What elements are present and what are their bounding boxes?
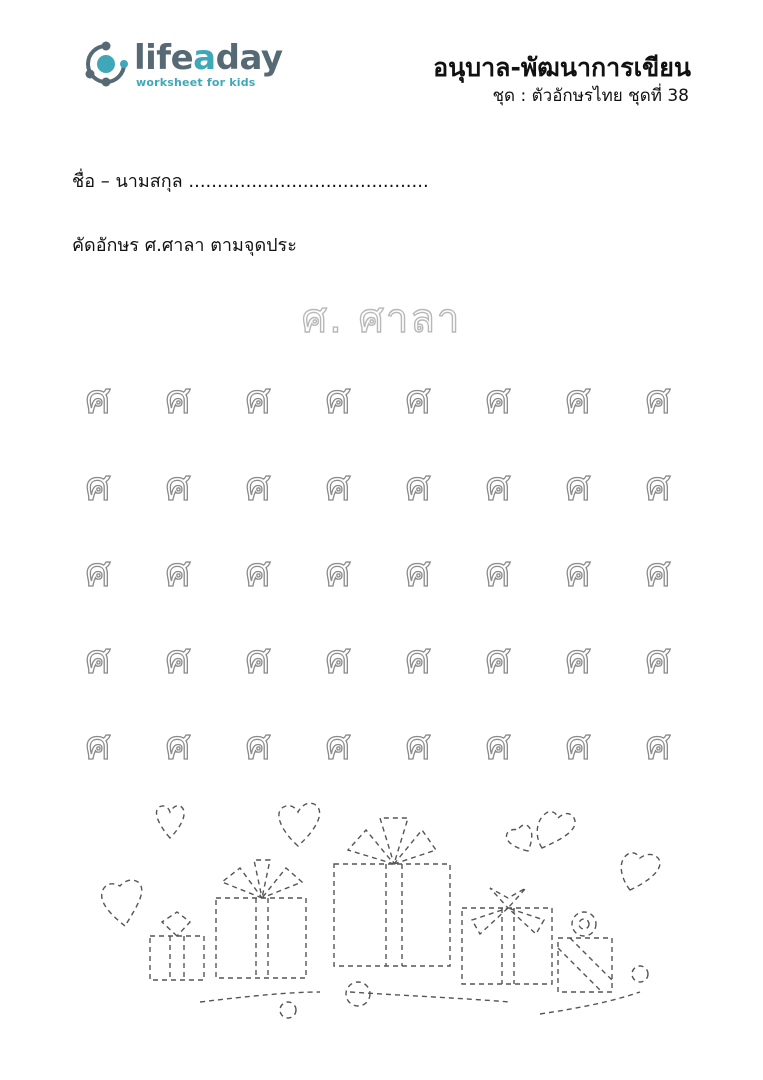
trace-letter: ศ bbox=[85, 463, 111, 510]
heart-icon bbox=[156, 806, 184, 838]
ground-swirl bbox=[200, 992, 640, 1014]
trace-letter: ศ bbox=[645, 723, 671, 769]
trace-letter: ศ bbox=[405, 723, 431, 769]
gifts-illustration bbox=[90, 796, 680, 1026]
heart-icon bbox=[621, 853, 660, 890]
heart-icon bbox=[506, 825, 531, 851]
trace-letter: ศ bbox=[565, 550, 591, 596]
trace-letter: ศ bbox=[85, 723, 111, 769]
trace-letter: ศ bbox=[85, 377, 111, 423]
bubble-icon bbox=[632, 966, 648, 982]
trace-letter: ศ bbox=[245, 636, 271, 683]
gift-box-icon bbox=[216, 898, 306, 978]
trace-letter: ศ bbox=[165, 463, 191, 510]
bow-icon bbox=[348, 818, 436, 864]
gift-box-icon bbox=[150, 936, 204, 980]
trace-letter: ศ bbox=[325, 463, 351, 510]
name-field-line: ชื่อ – นามสกุล .......................................... bbox=[72, 171, 429, 192]
tracing-row bbox=[58, 718, 698, 805]
tracing-row bbox=[58, 632, 698, 719]
page-title: อนุบาล-พัฒนาการเขียน bbox=[433, 53, 691, 82]
trace-letter: ศ bbox=[245, 377, 271, 423]
heart-icon bbox=[102, 880, 142, 926]
trace-letter: ศ bbox=[245, 723, 271, 769]
trace-letter: ศ bbox=[325, 550, 351, 596]
trace-letter: ศ bbox=[485, 723, 511, 769]
trace-letter: ศ bbox=[485, 377, 511, 423]
trace-letter: ศ bbox=[485, 463, 511, 510]
tracing-row bbox=[58, 545, 698, 632]
bow-icon bbox=[472, 888, 544, 934]
gift-box-icon bbox=[558, 938, 612, 992]
trace-letter: ศ bbox=[165, 636, 191, 683]
trace-letter: ศ bbox=[325, 377, 351, 423]
page-subtitle: ชุด : ตัวอักษรไทย ชุดที่ 38 bbox=[492, 86, 689, 106]
logo-molecule-icon bbox=[82, 40, 130, 88]
trace-letter: ศ bbox=[165, 550, 191, 596]
tracing-row bbox=[58, 459, 698, 546]
trace-letter: ศ bbox=[645, 463, 671, 510]
logo-wordmark: lifeaday bbox=[134, 38, 283, 78]
trace-letter: ศ bbox=[565, 723, 591, 769]
trace-letter: ศ bbox=[325, 636, 351, 683]
tracing-row bbox=[58, 372, 698, 459]
trace-letter: ศ bbox=[325, 723, 351, 769]
trace-letter: ศ bbox=[405, 377, 431, 423]
heart-icon bbox=[279, 803, 320, 846]
trace-letter: ศ bbox=[645, 636, 671, 683]
trace-letter: ศ bbox=[245, 550, 271, 596]
trace-letter: ศ bbox=[485, 550, 511, 596]
heart-icon bbox=[537, 812, 575, 848]
trace-letter: ศ bbox=[565, 636, 591, 683]
trace-letter: ศ bbox=[85, 636, 111, 683]
trace-letter: ศ bbox=[85, 550, 111, 596]
trace-letter: ศ bbox=[245, 463, 271, 510]
lifeaday-logo bbox=[82, 38, 283, 94]
instruction-text: คัดอักษร ศ.ศาลา ตามจุดประ bbox=[72, 235, 297, 256]
trace-letter: ศ bbox=[485, 636, 511, 683]
bow-icon bbox=[572, 912, 596, 936]
bow-icon bbox=[162, 912, 190, 936]
trace-letter: ศ bbox=[405, 636, 431, 683]
gift-box-icon bbox=[334, 864, 450, 966]
trace-letter: ศ bbox=[405, 463, 431, 510]
trace-letter: ศ bbox=[645, 550, 671, 596]
logo-tagline: worksheet for kids bbox=[136, 76, 256, 89]
tracing-grid bbox=[58, 372, 698, 805]
trace-letter: ศ bbox=[645, 377, 671, 423]
trace-letter: ศ bbox=[405, 550, 431, 596]
trace-letter: ศ bbox=[565, 377, 591, 423]
trace-letter: ศ bbox=[165, 723, 191, 769]
trace-word: ศ. ศาลา bbox=[301, 296, 462, 342]
trace-letter: ศ bbox=[565, 463, 591, 510]
bow-icon bbox=[222, 860, 302, 898]
bubble-icon bbox=[346, 982, 370, 1006]
bubble-icon bbox=[280, 1002, 296, 1018]
trace-letter: ศ bbox=[165, 377, 191, 423]
